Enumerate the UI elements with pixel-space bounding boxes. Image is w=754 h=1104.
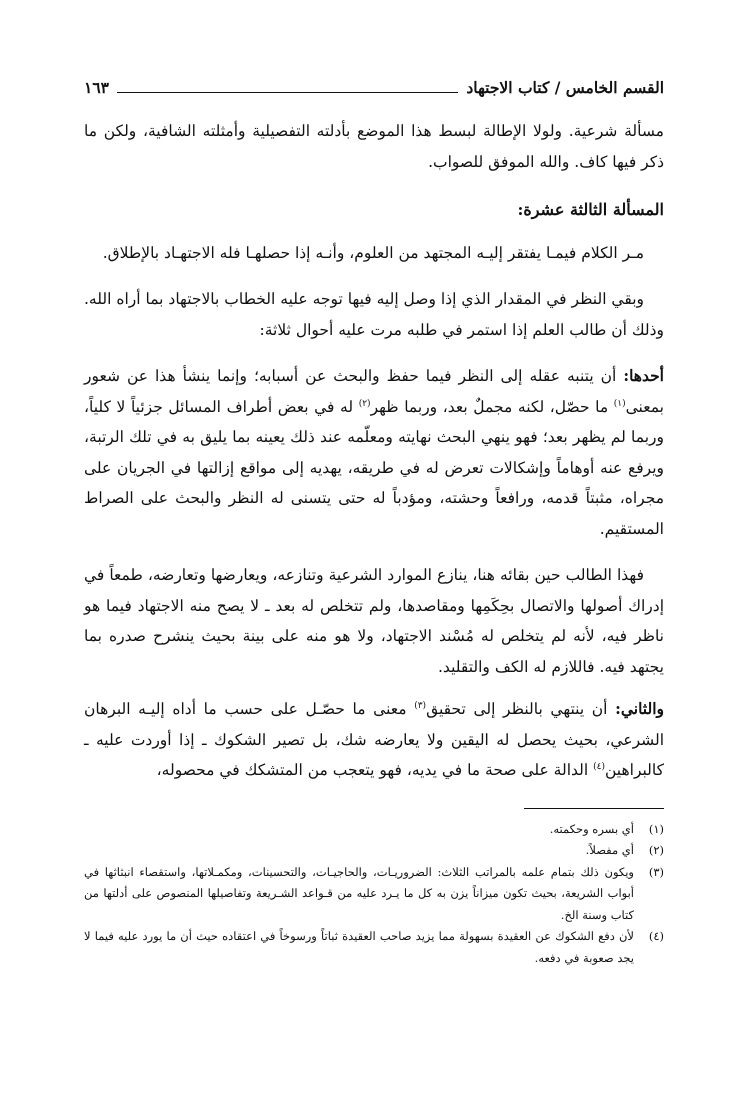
footnote-item	[84, 819, 664, 841]
header-rule	[117, 92, 458, 93]
paragraph-4	[84, 361, 664, 544]
footnote-number: (٣)	[648, 864, 664, 879]
footnote-ref-3[interactable]: (٣)	[414, 700, 427, 711]
paragraph-5: فهذا الطالب حين بقائه هنا، ينازع الموارد الشرعية وتنازعه، ويعارضها وتعارضه، طمعاً في إدراك أصولها والاتصال بحِكَمِها ومقاصدها، ولم تتخلص له بعد ـ لا يصح منه الاجتهاد فيما هو ناظر فيه، لأنه لم يتخلص له مُسْند الاجتهاد، ولا هو منه على بينة بحيث ينشرح صدره بما يجتهد فيه. فاللازم له الكف والتقليد.	[84, 566, 664, 676]
running-header	[84, 70, 664, 104]
footnote-number: (٢)	[648, 843, 664, 857]
footnotes	[84, 819, 664, 970]
footnote-number: (١)	[648, 821, 664, 836]
paragraph-6	[84, 694, 664, 786]
book-page	[84, 70, 664, 969]
footnote-separator	[524, 808, 664, 809]
footnote-ref-2[interactable]: (٢)	[358, 398, 371, 409]
running-header-title: القسم الخامس / كتاب الاجتهاد	[466, 77, 664, 97]
paragraph-3: وبقي النظر في المقدار الذي إذا وصل إليه فيها توجه عليه الخطاب بالاجتهاد بما أراه الله. وذلك أن طالب العلم إذا استمر في طلبه مرت عليه أحوال ثلاثة:	[84, 290, 664, 339]
main-text	[84, 116, 664, 786]
paragraph-6-text-b: معنى ما حصّـل على حسب ما أداه إليـه البرهان الشرعي، بحيث يحصل له اليقين ولا يعارضه شك، بل تصير الشكوك ـ إذا أوردت عليه ـ كالبراهين	[84, 700, 664, 779]
footnote-ref-1[interactable]: (١)	[613, 398, 626, 409]
footnote-ref-4[interactable]: (٤)	[593, 761, 605, 772]
paragraph-4-text-a: أن يتنبه عقله إلى النظر فيما حفظ والبحث عن أسبابه؛ وإنما ينشأ هذا عن شعور بمعنى	[84, 367, 664, 416]
footnote-item	[84, 926, 664, 969]
footnote-text: أي مفصلاً.	[585, 843, 634, 857]
page-number: ١٦٣	[84, 77, 109, 97]
paragraph-4-lead: أحدها:	[623, 366, 664, 385]
paragraph-4-text-b: ما حصّل، لكنه مجملٌ بعد، وربما ظهر	[370, 397, 614, 416]
footnote-text: ويكون ذلك بتمام علمه بالمراتب الثلاث: الضروريـات، والحاجيـات، والتحسينات، ومكمـلاتها، واستقصاء انبثاثها في أبواب الشريعة، بحيث تكون ميزاناً يزن به كل ما يـرد عليه من قـواعد الشـريعة وتفاصيلها المنصوص على أدلتها من كتاب وسنة الخ.	[84, 864, 634, 922]
footnote-item	[84, 862, 664, 927]
footnote-number: (٤)	[648, 929, 664, 943]
footnote-text: أي بسره وحكمته.	[549, 821, 634, 836]
footnote-text: لأن دفع الشكوك عن العقيدة بسهولة مما يزيد صاحب العقيدة ثباتاً ورسوخاً في اعتقاده حيث أن ما يورد عليه فيما لا يجد صعوبة في دفعه.	[84, 929, 634, 965]
paragraph-6-lead: والثاني:	[615, 699, 664, 718]
paragraph-1: مسألة شرعية. ولولا الإطالة لبسط هذا الموضع بأدلته التفصيلية وأمثلته الشافية، ولكن ما ذكر فيها كاف. والله الموفق للصواب.	[84, 122, 664, 171]
paragraph-6-text-a: أن ينتهي بالنظر إلى تحقيق	[426, 700, 616, 718]
paragraph-4-text-c: له في بعض أطراف المسائل جزئياً لا كلياً، وربما لم يظهر بعد؛ فهو ينهي البحث نهايته ومعلّمه عند ذلك يعينه بما يليق به في تلك الرتبة، ويرفع عنه أوهاماً وإشكالات تعرض له في طريقه، يهديه إلى مواقع إزالتها في الجريان على مجراه، مثبتاً قدمه، ورافعاً وحشته، ومؤدباً له حتى يتسنى له النظر والبحث على الصراط المستقيم.	[84, 397, 664, 538]
footnote-item	[84, 840, 664, 862]
section-heading: المسألة الثالثة عشرة:	[517, 200, 664, 219]
paragraph-2: مـر الكلام فيمـا يفتقر إليـه المجتهد من العلوم، وأنـه إذا حصلهـا فله الاجتهـاد بالإطلاق.	[102, 243, 644, 262]
paragraph-6-text-c: الدالة على صحة ما في يديه، فهو يتعجب من المتشكك في محصوله،	[156, 761, 594, 779]
